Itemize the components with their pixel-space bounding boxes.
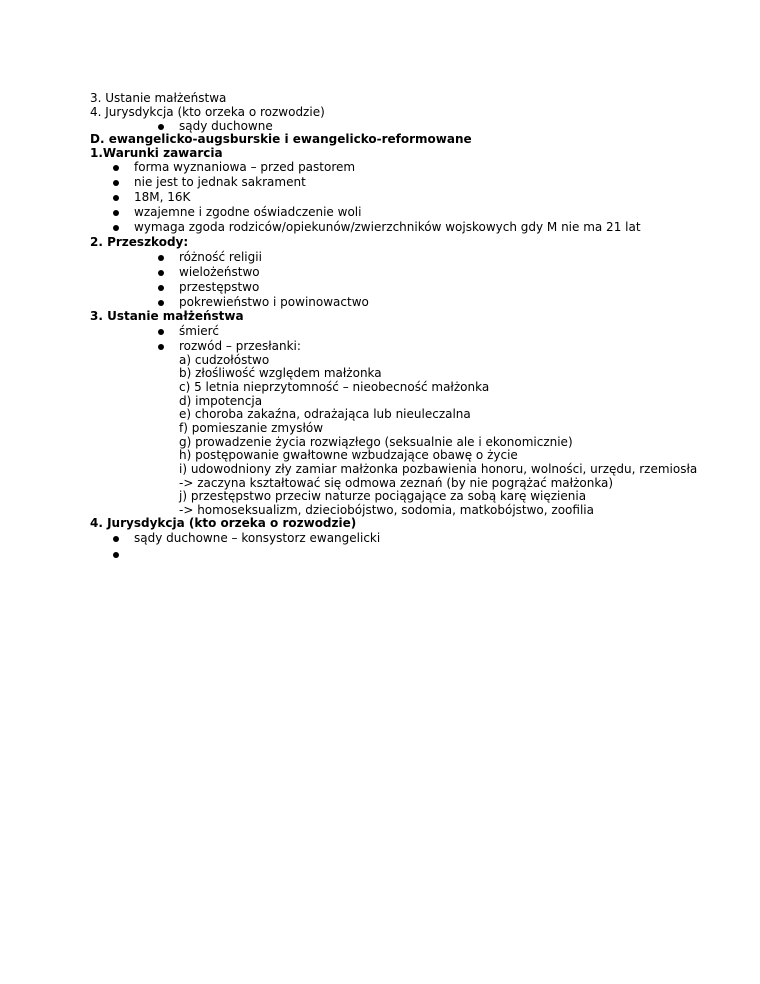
przeslanka-item: a) cudzołóstwo bbox=[179, 353, 270, 367]
bullet-icon bbox=[113, 195, 119, 201]
bullet-icon bbox=[113, 536, 119, 542]
list-item: 18M, 16K bbox=[134, 190, 191, 204]
list-item: wielożeństwo bbox=[179, 265, 260, 279]
bullet-icon bbox=[158, 285, 164, 291]
jurysdykcja-heading: 4. Jurysdykcja (kto orzeka o rozwodzie) bbox=[90, 516, 357, 530]
bullet-icon bbox=[113, 210, 119, 216]
przeslanka-item: h) postępowanie gwałtowne wzbudzające obawę o życie bbox=[179, 448, 518, 462]
przeszkody-heading: 2. Przeszkody: bbox=[90, 235, 189, 249]
bullet-icon bbox=[113, 225, 119, 231]
bullet-icon bbox=[158, 124, 164, 130]
list-item: śmierć bbox=[179, 324, 219, 338]
list-item: różność religii bbox=[179, 250, 262, 264]
przeslanka-item: d) impotencja bbox=[179, 394, 263, 408]
przeslanka-item: f) pomieszanie zmysłów bbox=[179, 421, 324, 435]
przeslanka-item: c) 5 letnia nieprzytomność – nieobecność małżonka bbox=[179, 380, 490, 394]
list-item: pokrewieństwo i powinowactwo bbox=[179, 295, 369, 309]
list-item-jurysdykcja: 4. Jurysdykcja (kto orzeka o rozwodzie) bbox=[90, 105, 325, 119]
list-item: forma wyznaniowa – przed pastorem bbox=[134, 160, 356, 174]
przeslanka-item: g) prowadzenie życia rozwiązłego (seksualnie ale i ekonomicznie) bbox=[179, 435, 573, 449]
bullet-icon bbox=[113, 552, 119, 558]
przeslanka-item: j) przestępstwo przeciw naturze pociągające za sobą karę więzienia bbox=[179, 489, 587, 503]
przeslanka-item: b) złośliwość względem małżonka bbox=[179, 366, 382, 380]
warunki-heading: 1.Warunki zawarcia bbox=[90, 146, 223, 160]
ustanie-heading: 3. Ustanie małżeństwa bbox=[90, 309, 244, 323]
przeslanka-item: -> homoseksualizm, dzieciobójstwo, sodomia, matkobójstwo, zoofilia bbox=[179, 503, 594, 517]
list-item: wymaga zgoda rodziców/opiekunów/zwierzchników wojskowych gdy M nie ma 21 lat bbox=[134, 220, 641, 234]
list-item: nie jest to jednak sakrament bbox=[134, 175, 306, 189]
bullet-icon bbox=[158, 270, 164, 276]
przeslanka-item: -> zaczyna kształtować się odmowa zeznań (by nie pogrążać małżonka) bbox=[179, 476, 614, 490]
bullet-icon bbox=[158, 300, 164, 306]
section-d-heading: D. ewangelicko-augsburskie i ewangelicko-reformowane bbox=[90, 132, 472, 146]
bullet-icon bbox=[113, 165, 119, 171]
list-item: rozwód – przesłanki: bbox=[179, 339, 301, 353]
list-item-ustanie: 3. Ustanie małżeństwa bbox=[90, 91, 227, 105]
list-item-sady-duchowne: sądy duchowne bbox=[179, 119, 273, 133]
przeslanka-item: i) udowodniony zły zamiar małżonka pozbawienia honoru, wolności, urzędu, rzemiosła bbox=[179, 462, 698, 476]
przeslanka-item: e) choroba zakaźna, odrażająca lub nieuleczalna bbox=[179, 407, 471, 421]
list-item: przestępstwo bbox=[179, 280, 260, 294]
bullet-icon bbox=[158, 344, 164, 350]
bullet-icon bbox=[158, 329, 164, 335]
list-item: wzajemne i zgodne oświadczenie woli bbox=[134, 205, 362, 219]
bullet-icon bbox=[113, 180, 119, 186]
list-item: sądy duchowne – konsystorz ewangelicki bbox=[134, 531, 381, 545]
bullet-icon bbox=[158, 255, 164, 261]
